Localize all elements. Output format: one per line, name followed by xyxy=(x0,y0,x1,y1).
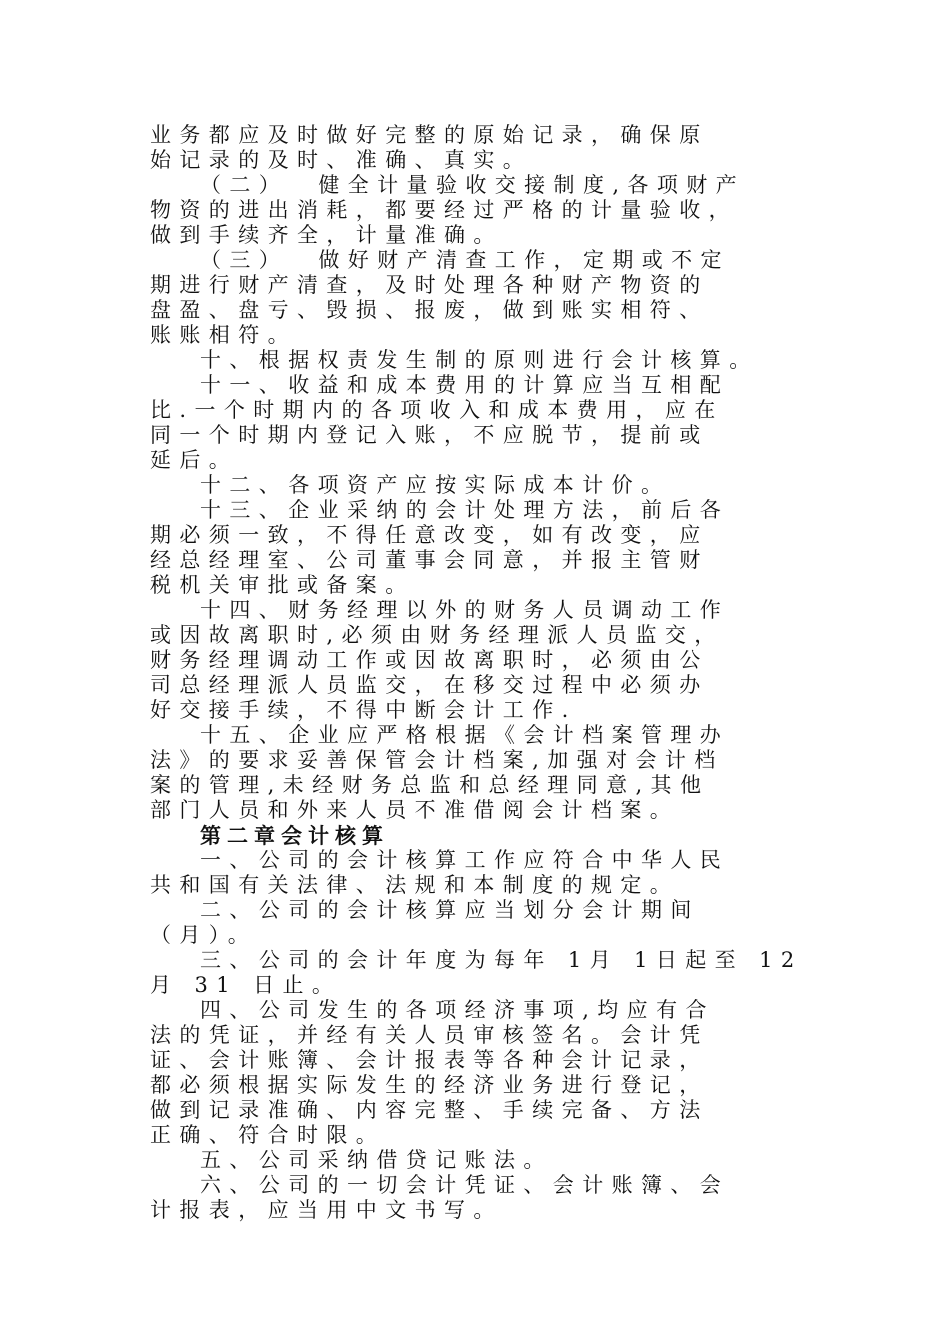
text-line: 期进行财产清查，及时处理各种财产物资的 xyxy=(150,273,709,297)
text-line: 账账相符。 xyxy=(150,323,297,347)
text-line: 财务经理调动工作或因故离职时，必须由公 xyxy=(150,648,709,672)
text-line: 证、会计账簿、会计报表等各种会计记录， xyxy=(150,1048,709,1072)
text-line: 二、公司的会计核算应当划分会计期间 xyxy=(200,898,700,922)
text-line: 三、公司的会计年度为每年 1月 1日起至 12 xyxy=(200,948,803,972)
text-line: 十二、各项资产应按实际成本计价。 xyxy=(200,473,671,497)
text-line: 司总经理派人员监交，在移交过程中必须办 xyxy=(150,673,709,697)
text-line: 同一个时期内登记入账，不应脱节，提前或 xyxy=(150,423,709,447)
text-line: 始记录的及时、准确、真实。 xyxy=(150,148,533,172)
text-line: 税机关审批或备案。 xyxy=(150,573,415,597)
text-line: 法的凭证，并经有关人员审核签名。会计凭 xyxy=(150,1023,709,1047)
text-line: 十五、企业应严格根据《会计档案管理办 xyxy=(200,723,730,747)
text-line: （二） 健全计量验收交接制度,各项财产 xyxy=(200,173,746,197)
text-line: 月 31 日止。 xyxy=(150,973,342,997)
text-line: 物资的进出消耗，都要经过严格的计量验收， xyxy=(150,198,738,222)
text-line: 部门人员和外来人员不准借阅会计档案。 xyxy=(150,798,680,822)
text-line: 都必须根据实际发生的经济业务进行登记， xyxy=(150,1073,709,1097)
text-line: 盘盈、盘亏、毁损、报废，做到账实相符、 xyxy=(150,298,709,322)
text-line: 经总经理室、公司董事会同意，并报主管财 xyxy=(150,548,709,572)
text-line: 计报表，应当用中文书写。 xyxy=(150,1198,503,1222)
text-line: 期必须一致，不得任意改变，如有改变，应 xyxy=(150,523,709,547)
text-line: 四、公司发生的各项经济事项,均应有合 xyxy=(200,998,715,1022)
text-line: 法》的要求妥善保管会计档案,加强对会计档 xyxy=(150,748,724,772)
chapter-heading: 第二章会计核算 xyxy=(200,823,389,848)
text-line: （月）。 xyxy=(150,923,258,947)
text-line: 五、公司采纳借贷记账法。 xyxy=(200,1148,553,1172)
text-line: 共和国有关法律、法规和本制度的规定。 xyxy=(150,873,680,897)
text-line: 业务都应及时做好完整的原始记录，确保原 xyxy=(150,123,709,147)
text-line: 十、根据权责发生制的原则进行会计核算。 xyxy=(200,348,759,372)
text-line: 六、公司的一切会计凭证、会计账簿、会 xyxy=(200,1173,730,1197)
text-line: 做到记录准确、内容完整、手续完备、方法 xyxy=(150,1098,709,1122)
text-line: 做到手续齐全，计量准确。 xyxy=(150,223,503,247)
text-line: 案的管理,未经财务总监和总经理同意,其他 xyxy=(150,773,710,797)
text-line: 一、公司的会计核算工作应符合中华人民 xyxy=(200,848,730,872)
text-line: 比.一个时期内的各项收入和成本费用，应在 xyxy=(150,398,724,422)
text-line: 正确、符合时限。 xyxy=(150,1123,386,1147)
text-line: 十三、企业采纳的会计处理方法，前后各 xyxy=(200,498,730,522)
text-line: 十四、财务经理以外的财务人员调动工作 xyxy=(200,598,730,622)
text-line: 十一、收益和成本费用的计算应当互相配 xyxy=(200,373,730,397)
text-line: 好交接手续，不得中断会计工作. xyxy=(150,698,577,722)
text-line: 或因故离职时,必须由财务经理派人员监交， xyxy=(150,623,724,647)
text-line: 延后。 xyxy=(150,448,239,472)
text-line: （三） 做好财产清查工作，定期或不定 xyxy=(200,248,730,272)
